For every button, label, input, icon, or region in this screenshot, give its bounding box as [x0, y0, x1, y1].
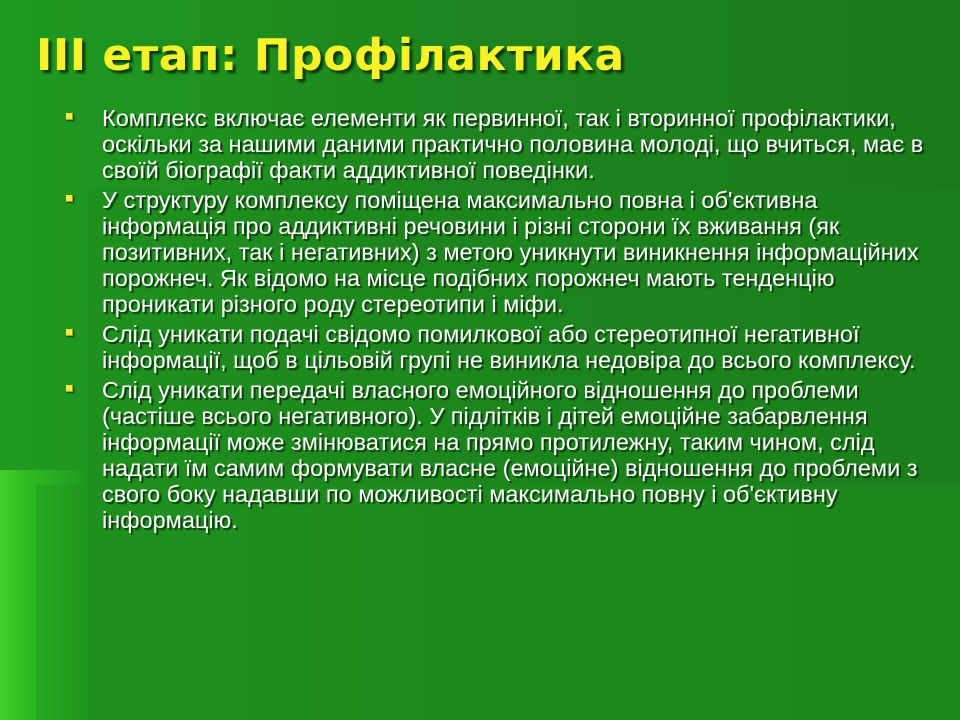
bullet-item: [66, 377, 926, 533]
square-bullet-icon: [66, 385, 73, 392]
bullet-list: [66, 105, 926, 537]
square-bullet-icon: [66, 113, 73, 120]
bullet-text: Слід уникати подачі свідомо помилкової або стереотипної негативної інформації, щоб в цільовій групі не виникла недовіра до всього комплексу.: [102, 321, 916, 373]
slide-title: III етап: Профілактика: [36, 30, 625, 81]
square-bullet-icon: [66, 195, 73, 202]
square-bullet-icon: [66, 329, 73, 336]
bullet-text: Комплекс включає елементи як первинної, так і вторинної профілактики, оскільки за нашими даними практично половина молоді, що вчиться, має в своїй біографії факти аддиктивної поведінки.: [102, 105, 924, 183]
bullet-item: [66, 321, 926, 373]
bullet-item: [66, 187, 926, 317]
bullet-item: [66, 105, 926, 183]
bullet-text: Слід уникати передачі власного емоційного відношення до проблеми (частіше всього негативного). У підлітків і дітей емоційне забарвлення інформації може змінюватися на прямо протилежну, таким чином, слід надати їм самим формувати власне (емоційне) відношення до проблеми з свого боку надавши по можливості максимально повну і об'єктивну інформацію.: [102, 377, 918, 533]
bullet-text: У структуру комплексу поміщена максимально повна і об'єктивна інформація про аддиктивні речовини і різні сторони їх вживання (як позитивних, так і негативних) з метою уникнути виникнення інформаційних порожнеч. Як відомо на місце подібних порожнеч мають тенденцію проникати різного роду стереотипи і міфи.: [102, 187, 919, 317]
